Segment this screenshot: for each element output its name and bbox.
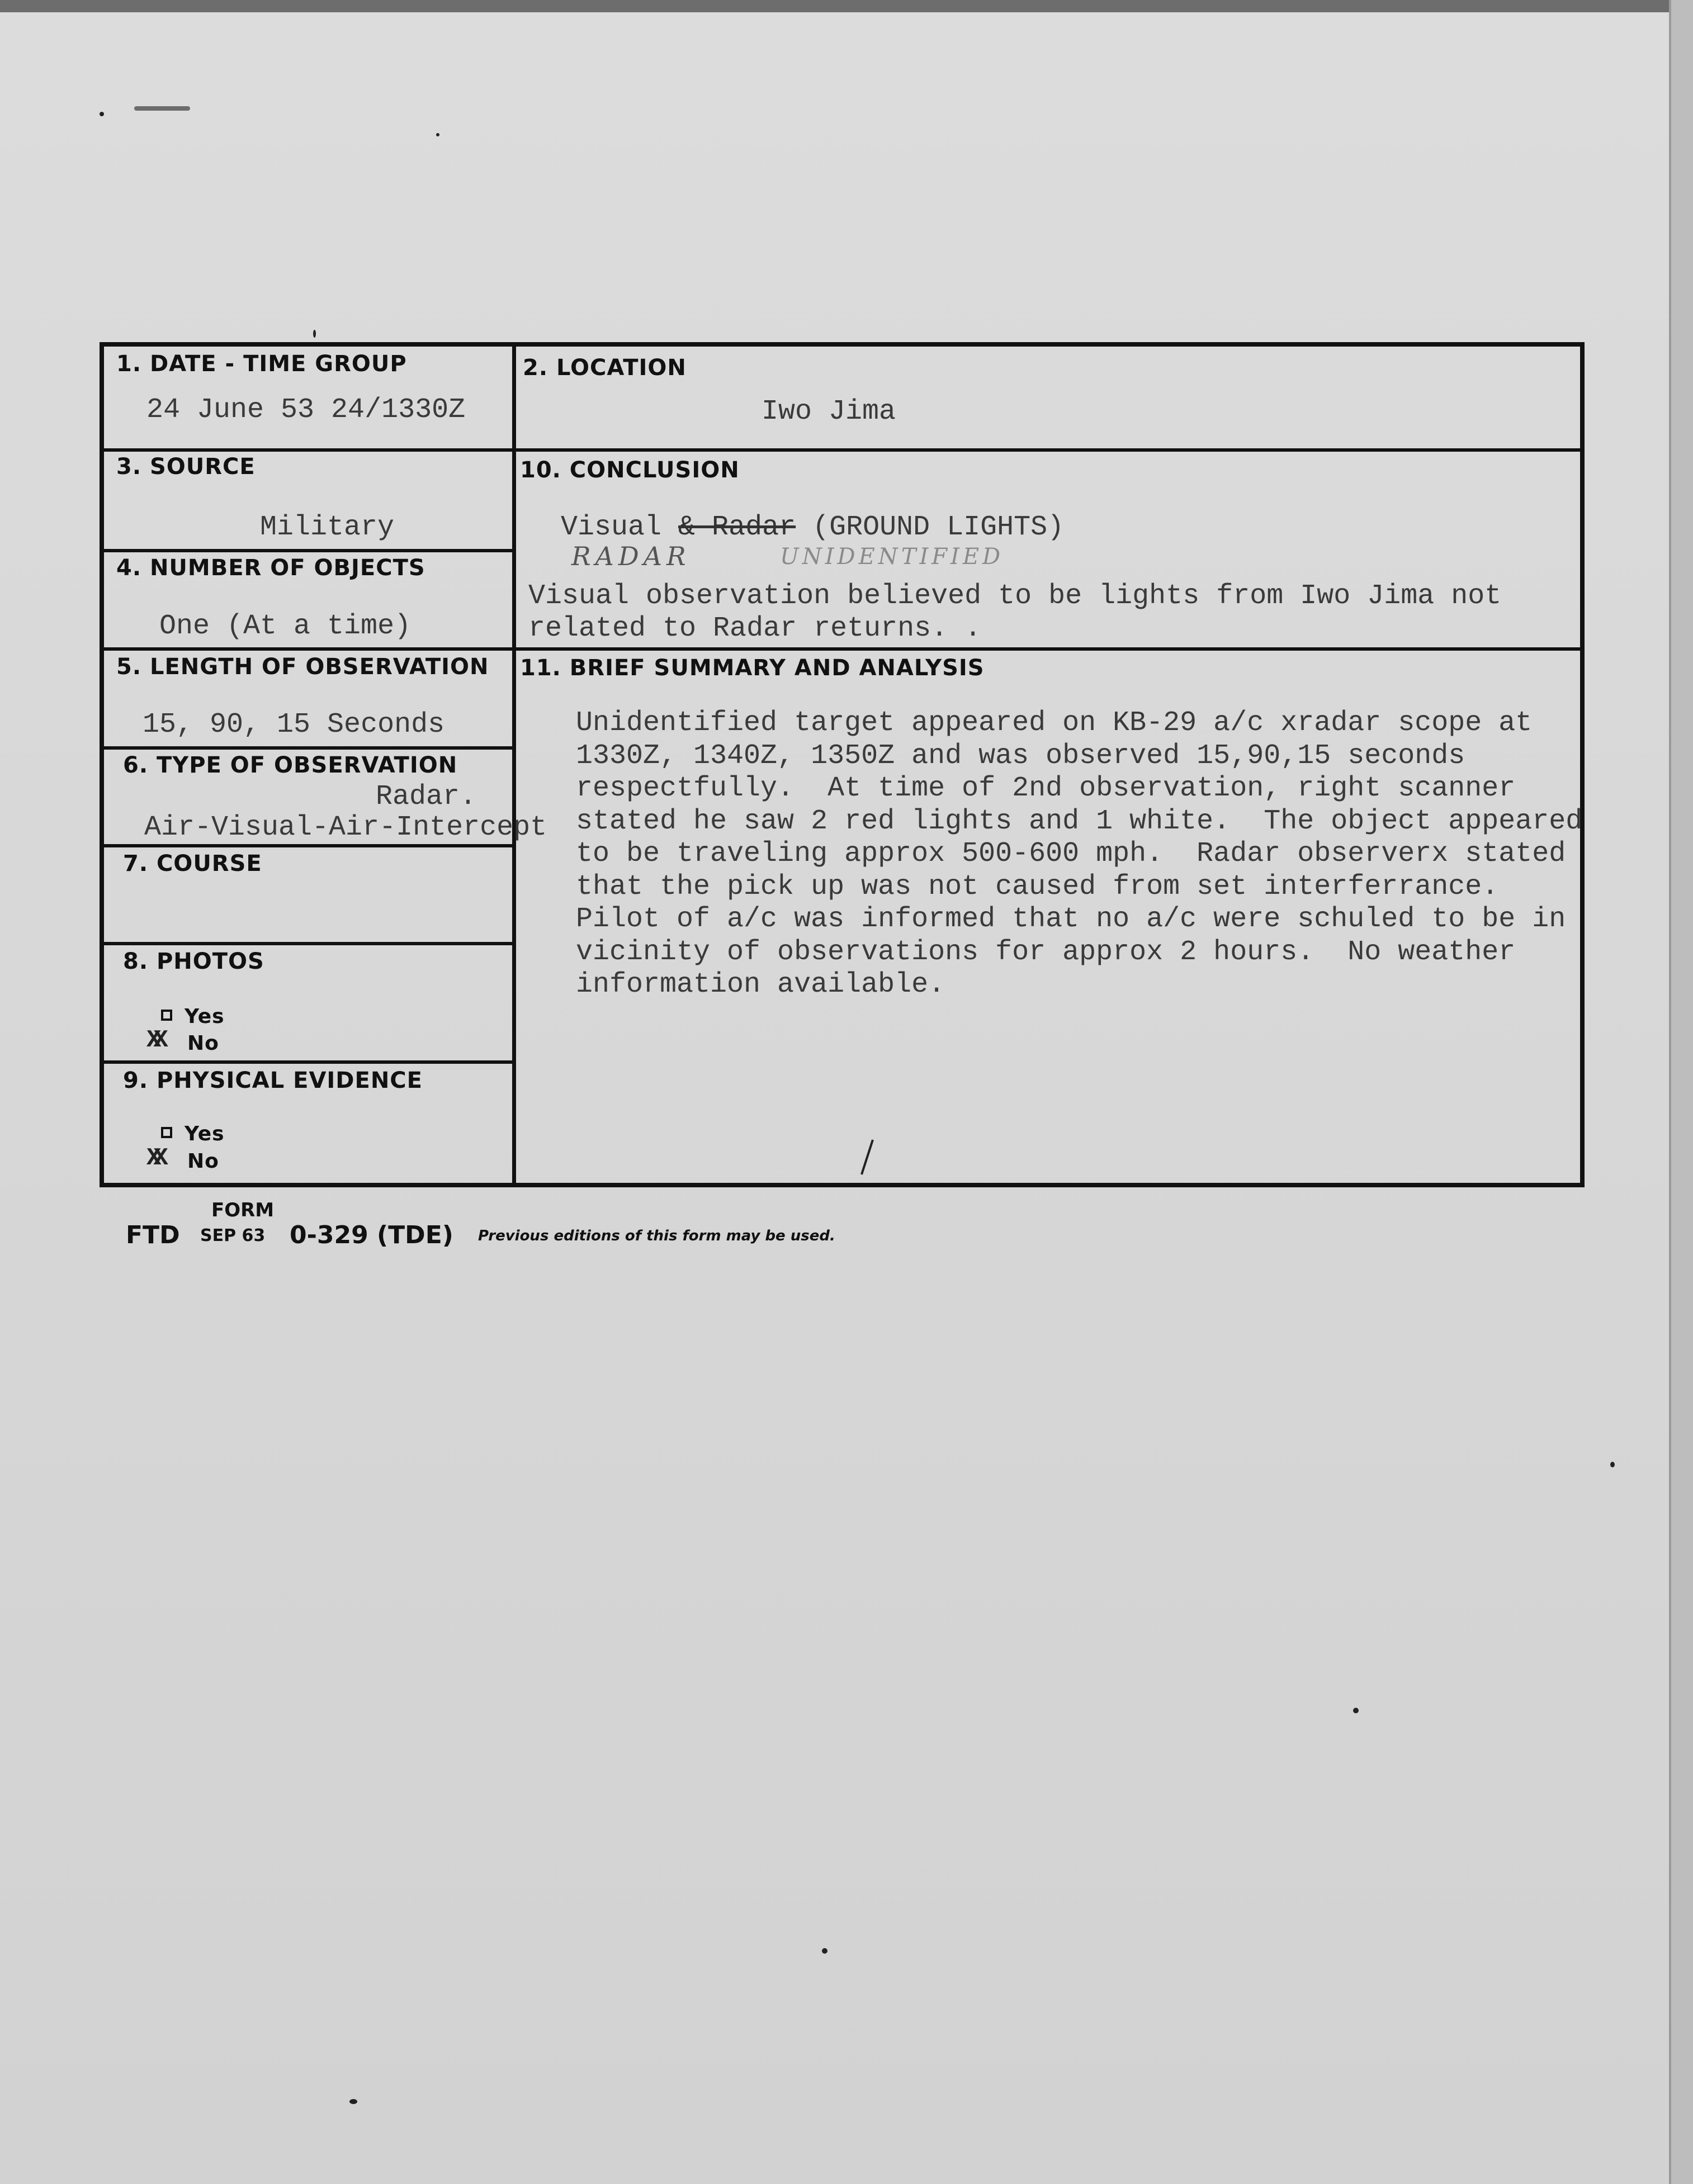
- conclusion-note: Visual observation believed to be lights from Iwo Jima not related to Radar returns. .: [528, 580, 1502, 645]
- course-label: 7. COURSE: [123, 851, 262, 877]
- conclusion-label: 10. CONCLUSION: [520, 457, 740, 483]
- scan-speck: [134, 106, 190, 111]
- scan-speck: [822, 1948, 827, 1954]
- photos-no-mark: XX: [146, 1026, 160, 1054]
- evidence-no-mark: XX: [146, 1144, 160, 1172]
- row-divider: [104, 1060, 512, 1064]
- row-divider: [104, 448, 1581, 452]
- type-of-observation-label: 6. TYPE OF OBSERVATION: [123, 752, 458, 778]
- conclusion-suffix: (GROUND LIGHTS): [796, 511, 1065, 543]
- conclusion-line-1: [561, 511, 1064, 543]
- conclusion-struck-text: & Radar: [678, 511, 796, 543]
- footer-note: Previous editions of this form may be used.: [478, 1228, 835, 1244]
- scan-speck: [1353, 1708, 1359, 1713]
- length-of-observation-value: 15, 90, 15 Seconds: [143, 709, 445, 741]
- date-time-group-label: 1. DATE - TIME GROUP: [116, 351, 407, 377]
- type-of-observation-value-2: Air-Visual-Air-Intercept: [144, 812, 547, 844]
- scan-speck: [100, 112, 104, 116]
- footer-form-number: 0-329 (TDE): [290, 1221, 453, 1249]
- length-of-observation-label: 5. LENGTH OF OBSERVATION: [116, 654, 489, 680]
- row-divider: [104, 942, 512, 945]
- physical-evidence-label: 9. PHYSICAL EVIDENCE: [123, 1068, 423, 1093]
- conclusion-handwritten-unidentified: UNIDENTIFIED: [780, 544, 1004, 570]
- footer-form-word: FORM: [211, 1199, 275, 1221]
- photos-label: 8. PHOTOS: [123, 949, 264, 974]
- number-of-objects-value: One (At a time): [159, 610, 412, 642]
- source-value: Military: [260, 511, 395, 543]
- footer-ftd: FTD: [126, 1221, 180, 1249]
- summary-text: Unidentified target appeared on KB-29 a/c xradar scope at 1330Z, 1340Z, 1350Z and was observed 15,90,15 seconds respectfully. At time of 2nd observation, right scanner stated he saw 2 red lights and 1 white. The object appeared to be traveling approx 500-600 mph. Radar observerx stated that the pick up was not caused from set interferrance. Pilot of a/c was informed that no a/c were schuled to be in vicinity of observations for approx 2 hours. No weather information available.: [576, 707, 1583, 1001]
- page-edge: [1669, 0, 1693, 2184]
- row-divider: [104, 844, 512, 847]
- evidence-no-label: No: [187, 1150, 219, 1173]
- row-divider: [104, 647, 1581, 651]
- scan-speck: [436, 133, 439, 136]
- pen-stroke: [858, 1138, 875, 1177]
- conclusion-prefix: Visual: [561, 511, 679, 543]
- row-divider: [104, 746, 512, 750]
- evidence-yes-checkbox: [161, 1127, 172, 1138]
- photos-no-label: No: [187, 1032, 219, 1055]
- scan-speck: [1610, 1462, 1615, 1467]
- summary-label: 11. BRIEF SUMMARY AND ANALYSIS: [520, 655, 985, 681]
- type-of-observation-value-1: Radar.: [376, 781, 477, 813]
- scan-speck: [313, 330, 316, 338]
- source-label: 3. SOURCE: [116, 454, 256, 480]
- column-divider: [512, 347, 516, 1185]
- photos-yes-checkbox: [161, 1010, 172, 1021]
- date-time-group-value: 24 June 53 24/1330Z: [146, 394, 466, 426]
- conclusion-handwritten-radar: RADAR: [571, 541, 691, 571]
- evidence-yes-label: Yes: [185, 1122, 225, 1145]
- location-value: Iwo Jima: [762, 396, 896, 428]
- row-divider: [104, 549, 512, 552]
- location-label: 2. LOCATION: [523, 355, 687, 381]
- number-of-objects-label: 4. NUMBER OF OBJECTS: [116, 555, 425, 581]
- photos-yes-label: Yes: [185, 1005, 225, 1028]
- scan-speck: [349, 2099, 357, 2104]
- footer-date: SEP 63: [200, 1226, 266, 1245]
